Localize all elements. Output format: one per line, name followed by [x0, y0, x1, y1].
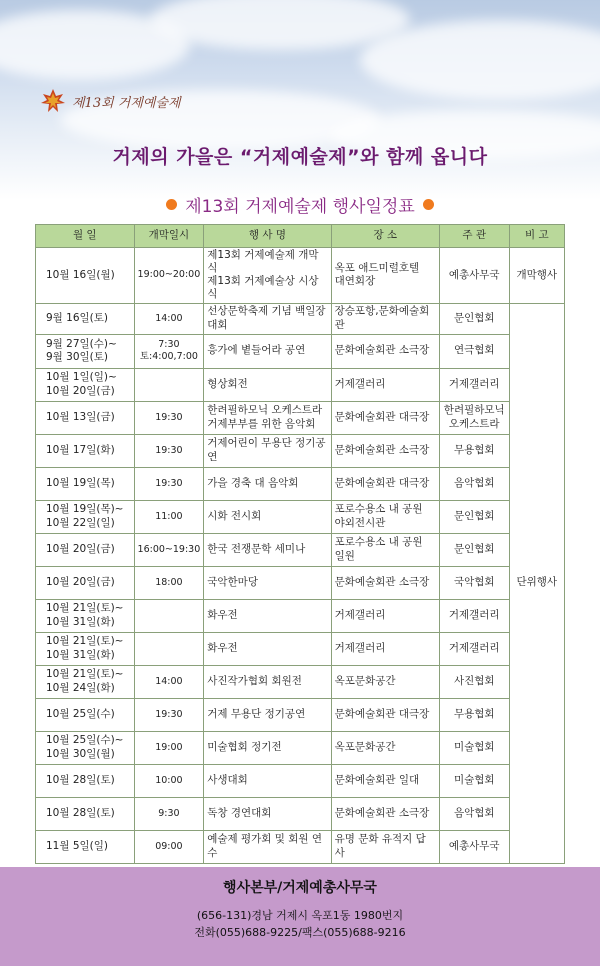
table-row — [36, 797, 565, 830]
event-cell: 사생대회 — [204, 764, 331, 797]
host-cell: 사진협회 — [439, 665, 509, 698]
table-row — [36, 698, 565, 731]
place-cell: 거제갤러리 — [331, 599, 439, 632]
event-cell: 시화 전시회 — [204, 500, 331, 533]
date-cell: 10월 21일(토)~ 10월 31일(화) — [36, 599, 135, 632]
column-header: 행 사 명 — [204, 225, 331, 248]
table-row — [36, 467, 565, 500]
place-cell: 옥포문화공간 — [331, 665, 439, 698]
table-row — [36, 368, 565, 401]
event-cell: 독창 경연대회 — [204, 797, 331, 830]
date-cell: 10월 21일(토)~ 10월 31일(화) — [36, 632, 135, 665]
host-cell: 예총사무국 — [439, 830, 509, 863]
time-cell: 7:30 토:4:00,7:00 — [134, 334, 204, 368]
date-cell: 10월 20일(금) — [36, 533, 135, 566]
event-cell: 예술제 평가회 및 회원 연수 — [204, 830, 331, 863]
time-cell: 19:30 — [134, 401, 204, 434]
column-header: 월 일 — [36, 225, 135, 248]
date-cell: 10월 19일(목) — [36, 467, 135, 500]
event-cell: 화우전 — [204, 632, 331, 665]
host-cell: 연극협회 — [439, 334, 509, 368]
table-row — [36, 566, 565, 599]
event-cell: 제13회 거제예술제 개막식 제13회 거제예술상 시상식 — [204, 248, 331, 304]
note-cell-merged: 단위행사 — [509, 303, 564, 863]
table-row — [36, 334, 565, 368]
schedule-title-text: 제13회 거제예술제 행사일정표 — [185, 197, 415, 217]
host-cell: 무용협회 — [439, 698, 509, 731]
festival-logo — [40, 88, 181, 114]
logo-text: 제13회 거제예술제 — [72, 95, 181, 111]
place-cell: 문화예술회관 일대 — [331, 764, 439, 797]
place-cell: 옥포 애드미럴호텔 대연회장 — [331, 248, 439, 304]
place-cell: 거제갤러리 — [331, 368, 439, 401]
date-cell: 10월 21일(토)~ 10월 24일(화) — [36, 665, 135, 698]
place-cell: 문화예술회관 대극장 — [331, 401, 439, 434]
host-cell: 문인협회 — [439, 500, 509, 533]
column-header: 장 소 — [331, 225, 439, 248]
time-cell: 14:00 — [134, 665, 204, 698]
schedule-title — [0, 192, 600, 217]
table-header-row — [36, 225, 565, 248]
event-cell: 흥가에 볕들어라 공연 — [204, 334, 331, 368]
table-row — [36, 401, 565, 434]
place-cell: 문화예술회관 소극장 — [331, 566, 439, 599]
host-cell: 음악협회 — [439, 797, 509, 830]
date-cell: 10월 16일(월) — [36, 248, 135, 304]
host-cell: 문인협회 — [439, 303, 509, 334]
footer — [0, 867, 600, 966]
time-cell: 19:30 — [134, 434, 204, 467]
event-cell: 한려필하모닉 오케스트라 거제부부를 위한 음악회 — [204, 401, 331, 434]
host-cell: 예총사무국 — [439, 248, 509, 304]
slogan: 거제의 가을은 “거제예술제”와 함께 옵니다 — [112, 146, 488, 168]
table-row — [36, 434, 565, 467]
schedule-table — [35, 224, 565, 864]
date-cell: 10월 13일(금) — [36, 401, 135, 434]
place-cell: 옥포문화공간 — [331, 731, 439, 764]
date-cell: 9월 27일(수)~ 9월 30일(토) — [36, 334, 135, 368]
place-cell: 거제갤러리 — [331, 632, 439, 665]
table-row — [36, 500, 565, 533]
event-cell: 형상회전 — [204, 368, 331, 401]
time-cell — [134, 368, 204, 401]
place-cell: 문화예술회관 소극장 — [331, 334, 439, 368]
place-cell: 유명 문화 유적지 답사 — [331, 830, 439, 863]
event-cell: 한국 전쟁문학 세미나 — [204, 533, 331, 566]
host-cell: 국악협회 — [439, 566, 509, 599]
time-cell: 19:30 — [134, 698, 204, 731]
place-cell: 문화예술회관 소극장 — [331, 797, 439, 830]
note-cell: 개막행사 — [509, 248, 564, 304]
place-cell: 문화예술회관 소극장 — [331, 434, 439, 467]
date-cell: 10월 25일(수)~ 10월 30일(월) — [36, 731, 135, 764]
table-row — [36, 303, 565, 334]
table-row — [36, 248, 565, 304]
event-cell: 가을 경축 대 음악회 — [204, 467, 331, 500]
date-cell: 10월 25일(수) — [36, 698, 135, 731]
host-cell: 거제갤러리 — [439, 599, 509, 632]
footer-org: 행사본부/거제예총사무국 — [223, 880, 377, 896]
column-header: 비 고 — [509, 225, 564, 248]
host-cell: 미술협회 — [439, 764, 509, 797]
table-row — [36, 599, 565, 632]
column-header: 개막일시 — [134, 225, 204, 248]
event-cell: 국악한마당 — [204, 566, 331, 599]
maple-leaf-icon — [40, 88, 66, 114]
event-cell: 거제어린이 무용단 정기공연 — [204, 434, 331, 467]
host-cell: 미술협회 — [439, 731, 509, 764]
date-cell: 10월 1일(일)~ 10월 20일(금) — [36, 368, 135, 401]
table-row — [36, 533, 565, 566]
date-cell: 10월 28일(토) — [36, 764, 135, 797]
time-cell: 9:30 — [134, 797, 204, 830]
time-cell — [134, 599, 204, 632]
place-cell: 포로수용소 내 공원 야외전시관 — [331, 500, 439, 533]
bullet-dot-icon — [423, 199, 434, 210]
time-cell: 14:00 — [134, 303, 204, 334]
host-cell: 거제갤러리 — [439, 368, 509, 401]
host-cell: 무용협회 — [439, 434, 509, 467]
time-cell: 16:00~19:30 — [134, 533, 204, 566]
place-cell: 문화예술회관 대극장 — [331, 467, 439, 500]
date-cell: 9월 16일(토) — [36, 303, 135, 334]
event-cell: 미술협회 정기전 — [204, 731, 331, 764]
host-cell: 문인협회 — [439, 533, 509, 566]
table-row — [36, 632, 565, 665]
column-header: 주 관 — [439, 225, 509, 248]
host-cell: 음악협회 — [439, 467, 509, 500]
footer-contact: 전화(055)688-9225/팩스(055)688-9216 — [194, 926, 406, 939]
place-cell: 포로수용소 내 공원 일원 — [331, 533, 439, 566]
time-cell: 19:30 — [134, 467, 204, 500]
date-cell: 11월 5일(일) — [36, 830, 135, 863]
event-cell: 화우전 — [204, 599, 331, 632]
time-cell: 09:00 — [134, 830, 204, 863]
event-cell: 선상문학축제 기념 백일장 대회 — [204, 303, 331, 334]
time-cell: 19:00~20:00 — [134, 248, 204, 304]
table-row — [36, 665, 565, 698]
table-row — [36, 830, 565, 863]
event-cell: 거제 무용단 정기공연 — [204, 698, 331, 731]
time-cell: 19:00 — [134, 731, 204, 764]
host-cell: 거제갤러리 — [439, 632, 509, 665]
date-cell: 10월 28일(토) — [36, 797, 135, 830]
table-row — [36, 731, 565, 764]
date-cell: 10월 17일(화) — [36, 434, 135, 467]
date-cell: 10월 19일(목)~ 10월 22일(일) — [36, 500, 135, 533]
footer-address: (656-131)경남 거제시 옥포1동 1980번지 — [196, 909, 404, 922]
time-cell: 18:00 — [134, 566, 204, 599]
bullet-dot-icon — [166, 199, 177, 210]
time-cell: 10:00 — [134, 764, 204, 797]
place-cell: 장승포항,문화예술회관 — [331, 303, 439, 334]
place-cell: 문화예술회관 대극장 — [331, 698, 439, 731]
table-row — [36, 764, 565, 797]
host-cell: 한려필하모닉 오케스트라 — [439, 401, 509, 434]
time-cell — [134, 632, 204, 665]
event-cell: 사진작가협회 회원전 — [204, 665, 331, 698]
date-cell: 10월 20일(금) — [36, 566, 135, 599]
time-cell: 11:00 — [134, 500, 204, 533]
